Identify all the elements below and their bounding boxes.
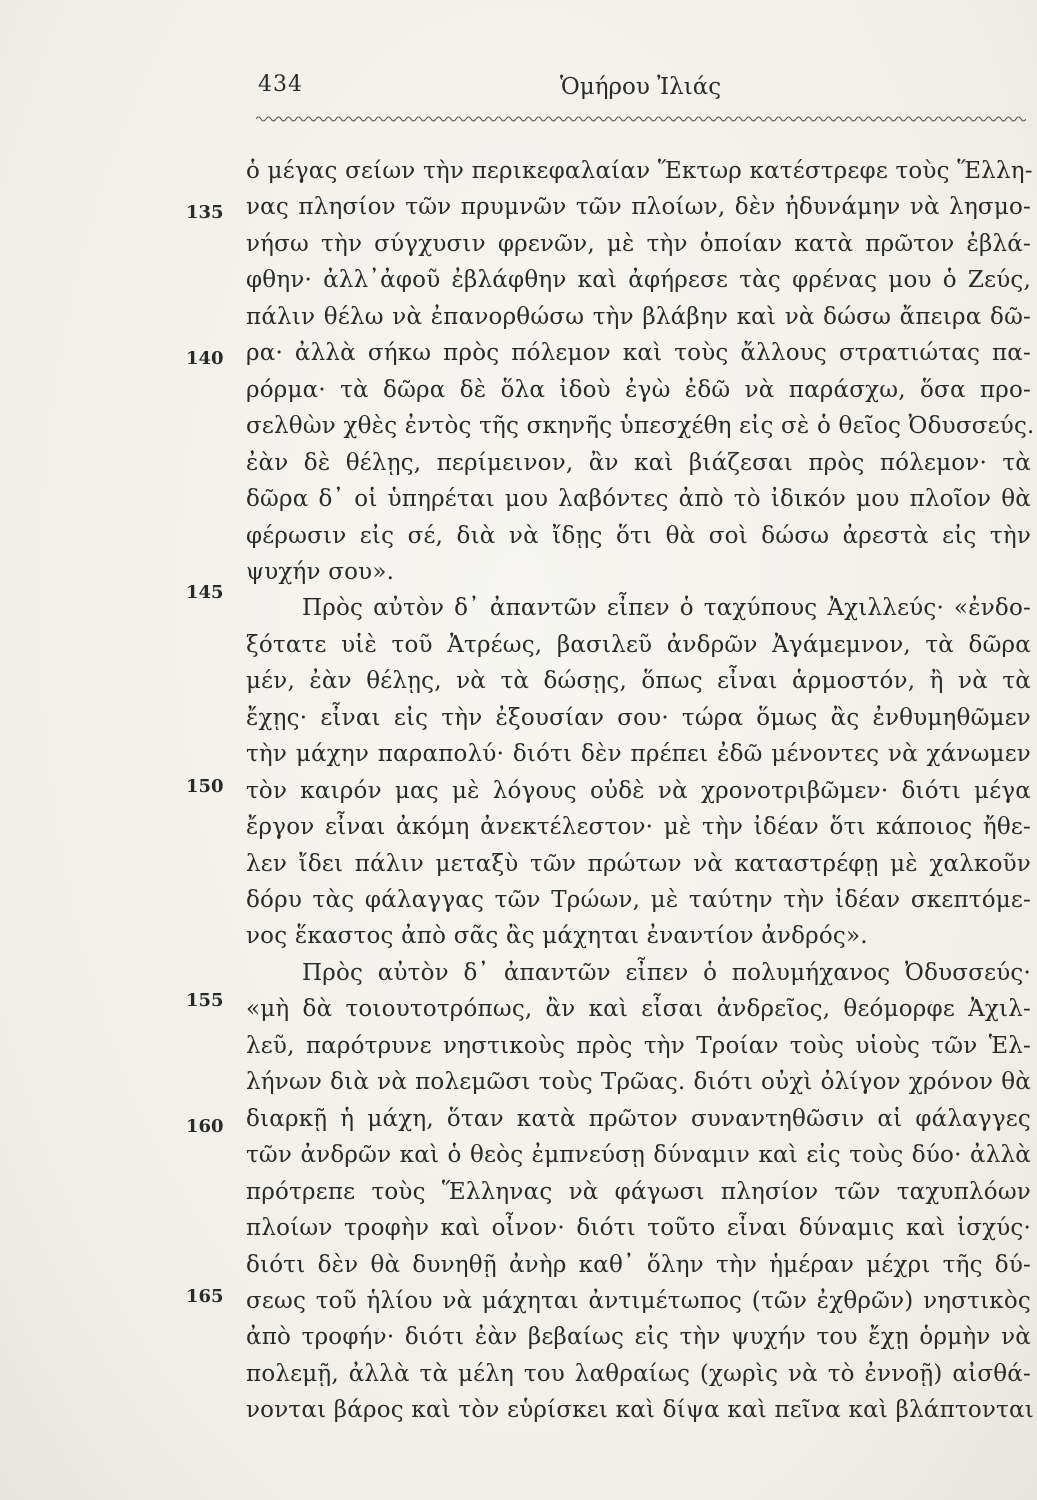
text-line: τὴν μάχην παραπολύ· διότι δὲν πρέπει ἐδῶ μένοντες νὰ χάνωμεν [246, 741, 1031, 768]
text-line: σεως τοῦ ἡλίου νὰ μάχηται ἀντιμέτωπος (τῶν ἐχθρῶν) νηστικὸς [246, 1287, 1031, 1314]
text-line: πάλιν θέλω νὰ ἐπανορθώσω τὴν βλάβην καὶ νὰ δώσω ἄπειρα δῶ- [246, 303, 1031, 330]
text-line: ἔχῃς· εἶναι εἰς τὴν ἐξουσίαν σου· τώρα ὅμως ἂς ἐνθυμηθῶμεν [246, 704, 1031, 731]
text-line: ψυχήν σου». [246, 558, 395, 585]
text-line: ἔργον εἶναι ἀκόμη ἀνεκτέλεστον· μὲ τὴν ἰδέαν ὅτι κάποιος ἤθε- [246, 814, 1031, 841]
text-line: Πρὸς αὐτὸν δ᾿ ἀπαντῶν εἶπεν ὁ πολυμήχανος Ὀδυσσεύς· [302, 959, 1031, 986]
text-line: νος ἕκαστος ἀπὸ σᾶς ἂς μάχηται ἐναντίον ἀνδρός». [246, 923, 868, 950]
text-line: «μὴ δὰ τοιουτοτρόπως, ἂν καὶ εἶσαι ἀνδρεῖος, θεόμορφε Ἀχιλ- [246, 996, 1031, 1023]
text-line: ρα· ἀλλὰ σήκω πρὸς πόλεμον καὶ τοὺς ἄλλους στρατιώτας πα- [246, 340, 1031, 367]
text-line: δόρυ τὰς φάλαγγας τῶν Τρώων, μὲ ταύτην τὴν ἰδέαν σκεπτόμε- [246, 887, 1031, 913]
margin-line-number: 135 [186, 202, 224, 223]
text-line: τὸν καιρόν μας μὲ λόγους οὐδὲ νὰ χρονοτριβῶμεν· διότι μέγα [246, 777, 1031, 804]
text-line: πολεμῇ, ἀλλὰ τὰ μέλη του λαθραίως (χωρὶς νὰ τὸ ἐννοῇ) αἰσθά- [246, 1360, 1031, 1387]
text-line: Πρὸς αὐτὸν δ᾿ ἀπαντῶν εἶπεν ὁ ταχύπους Ἀχιλλεύς· «ἐνδο- [302, 595, 1031, 622]
margin-line-number: 165 [186, 1286, 224, 1307]
text-line: νήσω τὴν σύγχυσιν φρενῶν, μὲ τὴν ὁποίαν κατὰ πρῶτον ἐβλά- [246, 230, 1031, 257]
text-line: ρόρμα· τὰ δῶρα δὲ ὅλα ἰδοὺ ἐγὼ ἐδῶ νὰ παράσχω, ὅσα προ- [246, 376, 1031, 403]
margin-line-number: 145 [186, 582, 224, 603]
text-line: φθην· ἀλλ᾿ἀφοῦ ἐβλάφθην καὶ ἀφήρεσε τὰς φρένας μου ὁ Ζεύς, [246, 267, 1031, 294]
text-line: τῶν ἀνδρῶν καὶ ὁ θεὸς ἐμπνεύσῃ δύναμιν καὶ εἰς τοὺς δύο· ἀλλὰ [246, 1142, 1031, 1169]
text-line: διότι δὲν θὰ δυνηθῇ ἀνὴρ καθ᾿ ὅλην τὴν ἡμέραν μέχρι τῆς δύ- [246, 1251, 1031, 1278]
text-line: φέρωσιν εἰς σέ, διὰ νὰ ἴδῃς ὅτι θὰ σοὶ δώσω ἀρεστὰ εἰς τὴν [246, 522, 1031, 549]
margin-line-number: 140 [186, 348, 224, 369]
header-wavy-rule [256, 112, 1026, 126]
text-line: λήνων διὰ νὰ πολεμῶσι τοὺς Τρῶας. διότι οὐχὶ ὀλίγον χρόνον θὰ [246, 1069, 1031, 1096]
page-number: 434 [258, 72, 303, 97]
text-line: σελθὼν χθὲς ἐντὸς τῆς σκηνῆς ὑπεσχέθη εἰς σὲ ὁ θεῖος Ὀδυσσεύς. [246, 413, 1035, 440]
text-line: ὁ μέγας σείων τὴν περικεφαλαίαν Ἕκτωρ κατέστρεφε τοὺς Ἕλλη- [246, 158, 1033, 184]
text-line: ἐὰν δὲ θέλῃς, περίμεινον, ἂν καὶ βιάζεσαι πρὸς πόλεμον· τὰ [246, 449, 1031, 476]
text-line: δῶρα δ᾿ οἱ ὑπηρέται μου λαβόντες ἀπὸ τὸ ἰδικόν μου πλοῖον θὰ [246, 486, 1031, 513]
text-line: διαρκῇ ἡ μάχη, ὅταν κατὰ πρῶτον συναντηθῶσιν αἱ φάλαγγες [246, 1105, 1031, 1132]
text-line: μέν, ἐὰν θέλῃς, νὰ τὰ δώσῃς, ὅπως εἶναι ἁρμοστόν, ἢ νὰ τὰ [246, 668, 1031, 695]
text-line: λεῦ, παρότρυνε νηστικοὺς πρὸς τὴν Τροίαν τοὺς υἱοὺς τῶν Ἑλ- [246, 1032, 1031, 1059]
margin-line-number: 160 [186, 1116, 224, 1137]
text-line: ξότατε υἱὲ τοῦ Ἀτρέως, βασιλεῦ ἀνδρῶν Ἀγάμεμνον, τὰ δῶρα [246, 631, 1031, 658]
text-line: λεν ἴδει πάλιν μεταξὺ τῶν πρώτων νὰ καταστρέφῃ μὲ χαλκοῦν [246, 850, 1031, 877]
text-line: νας πλησίον τῶν πρυμνῶν τῶν πλοίων, δὲν ἠδυνάμην νὰ λησμο- [246, 194, 1031, 221]
text-line: νονται βάρος καὶ τὸν εὑρίσκει καὶ δίψα καὶ πεῖνα καὶ βλάπτονται [246, 1397, 1034, 1424]
running-head-title: Ὁμήρου Ἰλιάς [560, 74, 722, 100]
text-line: πλοίων τροφὴν καὶ οἶνον· διότι τοῦτο εἶναι δύναμις καὶ ἰσχύς· [246, 1215, 1031, 1242]
margin-line-number: 155 [186, 990, 224, 1011]
margin-line-number: 150 [186, 776, 224, 797]
text-line: πρότρεπε τοὺς Ἕλληνας νὰ φάγωσι πλησίον τῶν ταχυπλόων [246, 1178, 1031, 1205]
text-line: ἀπὸ τροφήν· διότι ἐὰν βεβαίως εἰς τὴν ψυχήν του ἔχῃ ὁρμὴν νὰ [246, 1324, 1031, 1351]
